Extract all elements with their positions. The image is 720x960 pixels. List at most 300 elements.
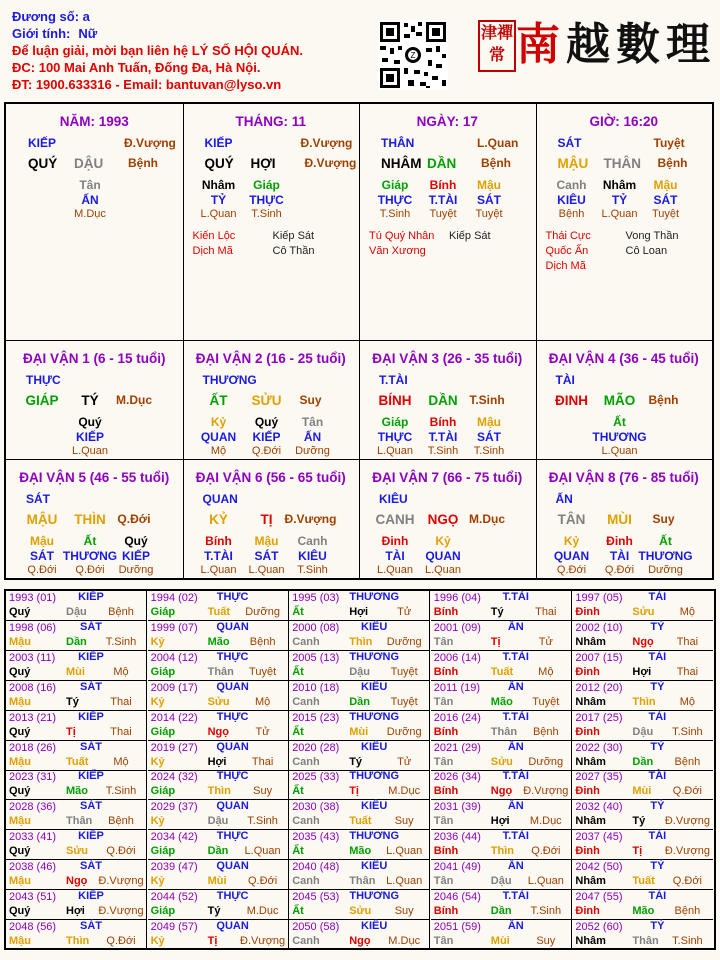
pillar-truong-sinh: Đ.Vượng — [124, 136, 176, 150]
year-can: Quý — [9, 845, 31, 858]
hidden-status: Dưỡng — [295, 445, 330, 457]
year-than: TỶ — [650, 860, 665, 873]
year-status: L.Quan — [527, 875, 564, 888]
hidden-can: Quý — [124, 534, 148, 548]
hidden-can: Bính — [429, 178, 457, 192]
year-label: 2018 (26) — [9, 741, 57, 754]
year-cell — [431, 711, 572, 741]
year-chi: Sửu — [632, 606, 655, 618]
year-label: 2002 (10) — [575, 621, 623, 634]
year-chi: Thân — [349, 875, 376, 888]
year-status: Đ.Vượng — [98, 905, 144, 917]
year-label: 2048 (56) — [9, 920, 57, 933]
year-label: 2047 (55) — [575, 891, 623, 903]
year-cell — [6, 591, 147, 621]
year-cell — [148, 591, 289, 621]
star-other: Cô Loan — [625, 245, 668, 257]
year-chi: Hợi — [632, 665, 652, 678]
dai-van-chi: SỬU — [251, 393, 282, 408]
hidden-than: TÀI — [609, 549, 630, 563]
year-can: Bính — [433, 785, 459, 798]
phone-email-line: ĐT: 1900.633316 - Email: bantuvan@lyso.vn — [12, 77, 282, 92]
dai-van-can: MẬU — [26, 512, 58, 527]
year-cell — [572, 830, 713, 860]
hidden-status: Tuyệt — [475, 208, 503, 220]
pillar-can: MẬU — [557, 156, 589, 171]
svg-text:Z: Z — [410, 51, 416, 60]
year-label: 2004 (12) — [150, 651, 198, 664]
year-status: M.Dục — [388, 934, 421, 947]
year-status: Đ.Vượng — [523, 785, 569, 798]
year-label: 2007 (15) — [575, 651, 623, 664]
year-status: Q.Đới — [106, 845, 136, 858]
year-status: T.Sinh — [672, 934, 703, 947]
hidden-status: T.Sinh — [473, 445, 505, 457]
hidden-than: ẤN — [81, 193, 99, 207]
dai-van-status: Đ.Vượng — [284, 512, 337, 526]
dai-van-status: Bệnh — [648, 393, 679, 407]
year-cell — [6, 860, 147, 890]
year-than: TỶ — [650, 919, 665, 932]
year-status: Q.Đới — [672, 875, 702, 888]
hidden-can: Kỷ — [210, 415, 227, 429]
hidden-status: T.Sinh — [297, 564, 328, 576]
year-than: TỶ — [650, 740, 665, 753]
year-cell — [6, 890, 147, 920]
pillar-title: NĂM: 1993 — [59, 114, 129, 129]
year-cell — [148, 890, 289, 920]
year-status: Mộ — [254, 695, 271, 708]
year-status: L.Quan — [244, 845, 281, 858]
year-status: T.Sinh — [105, 635, 137, 648]
year-label: 2025 (33) — [292, 771, 340, 784]
hidden-than: TỶ — [210, 193, 227, 207]
year-status: Đ.Vượng — [240, 934, 286, 947]
year-can: Canh — [292, 875, 320, 888]
year-can: Quý — [9, 665, 31, 678]
star-good: Thái Cực — [545, 230, 591, 242]
year-than: QUAN — [216, 740, 249, 753]
dai-van-2 — [183, 341, 360, 459]
pillar-chi-status: Bệnh — [128, 156, 158, 170]
year-chi: Mão — [66, 785, 88, 798]
year-chi: Tị — [632, 845, 643, 858]
year-than: ẤN — [507, 800, 524, 813]
year-cell — [148, 621, 289, 651]
year-cell — [572, 621, 713, 651]
year-cell — [148, 860, 289, 890]
pillar-chi-status: Bệnh — [481, 156, 511, 170]
year-cell — [6, 711, 147, 741]
year-can: Đinh — [575, 905, 600, 917]
hidden-than: KIẾP — [252, 430, 281, 444]
hidden-than: QUAN — [425, 549, 461, 563]
contact-line: Để luận giải, mời bạn liên hệ LÝ SỐ HỘI QUÁN. — [12, 43, 303, 58]
year-chi: Thìn — [490, 845, 515, 858]
year-chi: Dậu — [632, 725, 654, 738]
year-cell — [289, 681, 430, 711]
duong-so-value: a — [82, 9, 90, 24]
year-than: THỰC — [216, 710, 249, 723]
year-cell — [431, 621, 572, 651]
year-status: Tử — [397, 755, 412, 768]
year-label: 2026 (34) — [433, 771, 481, 784]
hidden-can: Mậu — [254, 534, 279, 548]
year-status: Tuyệt — [390, 665, 418, 678]
year-chi: Dậu — [66, 606, 87, 618]
year-status: Thai — [535, 606, 557, 618]
hidden-than: KIÊU — [298, 549, 327, 563]
dai-van-chi: TÝ — [81, 393, 99, 408]
year-chi: Tị — [66, 725, 76, 738]
year-chi: Hợi — [349, 606, 369, 618]
dai-van-can: KỶ — [209, 512, 228, 527]
year-can: Kỷ — [150, 635, 165, 648]
year-label: 2021 (29) — [433, 741, 481, 754]
year-can: Bính — [433, 905, 459, 917]
year-than: THỰC — [216, 591, 249, 603]
year-than: KIÊU — [361, 800, 388, 813]
year-can: Giáp — [150, 905, 176, 917]
year-cell — [431, 770, 572, 800]
year-can: Quý — [9, 905, 31, 917]
dai-van-chi: THÌN — [74, 512, 106, 527]
year-cell — [148, 681, 289, 711]
year-status: Thai — [676, 665, 699, 678]
year-than: KIÊU — [361, 740, 388, 753]
dai-van-title: ĐẠI VẬN 7 (66 - 75 tuổi) — [372, 470, 523, 485]
year-status: Q.Đới — [531, 845, 561, 858]
year-status: Bệnh — [532, 725, 559, 738]
year-status: Thai — [251, 755, 274, 768]
hidden-can: Ất — [83, 534, 97, 548]
year-label: 2040 (48) — [292, 861, 340, 874]
year-chi: Tuất — [66, 755, 89, 768]
year-chi: Tuất — [632, 875, 655, 888]
year-label: 2020 (28) — [292, 741, 340, 754]
year-label: 2028 (36) — [9, 801, 57, 814]
year-can: Kỷ — [150, 695, 165, 708]
hidden-than: SÁT — [477, 193, 501, 207]
year-cell — [431, 591, 572, 621]
year-label: 2005 (13) — [292, 651, 340, 664]
year-cell — [431, 830, 572, 860]
hidden-than: KIẾP — [75, 430, 105, 444]
year-than: QUAN — [216, 680, 249, 693]
dai-van-than: ẤN — [555, 492, 573, 506]
year-can: Tân — [433, 635, 454, 648]
pillar-chi-status: Đ.Vượng — [304, 156, 357, 170]
year-chi: Hợi — [66, 905, 85, 917]
year-status: T.Sinh — [247, 815, 278, 828]
year-cell — [431, 890, 572, 920]
dai-van-than: THƯƠNG — [202, 373, 257, 387]
year-cell — [148, 741, 289, 771]
star-good: Quốc Ấn — [545, 245, 589, 257]
year-cell — [289, 741, 430, 771]
hidden-can: Nhâm — [602, 178, 637, 192]
year-cell — [572, 741, 713, 771]
year-label: 2013 (21) — [9, 711, 57, 724]
year-status: Tử — [397, 606, 412, 618]
hidden-can: Canh — [297, 534, 328, 548]
year-than: SÁT — [80, 680, 102, 693]
year-status: Mộ — [113, 665, 129, 678]
year-than: T.TÀI — [502, 830, 529, 843]
year-cell — [6, 651, 147, 681]
year-cell — [289, 890, 430, 920]
pillar-title: THÁNG: 11 — [235, 114, 307, 129]
year-chi: Sửu — [490, 755, 513, 768]
year-than: TÀI — [648, 710, 667, 723]
dai-van-title: ĐẠI VẬN 6 (56 - 65 tuổi) — [195, 470, 346, 485]
hidden-than: SÁT — [477, 430, 501, 444]
year-chi: Dậu — [349, 665, 370, 678]
year-cell — [6, 681, 147, 711]
year-chi: Ngọ — [66, 875, 88, 888]
dai-van-4 — [536, 341, 713, 459]
year-can: Đinh — [575, 785, 600, 798]
year-chi: Tuất — [207, 606, 230, 618]
year-status: Q.Đới — [247, 875, 278, 888]
year-status: Thai — [676, 635, 699, 648]
year-cell — [289, 770, 430, 800]
hidden-can: Mậu — [30, 534, 54, 548]
year-can: Tân — [433, 875, 454, 888]
hidden-can: Giáp — [253, 178, 280, 192]
year-cell — [6, 770, 147, 800]
year-label: 2022 (30) — [575, 741, 623, 754]
year-status: Tuyệt — [390, 695, 418, 708]
dai-van-status: T.Sinh — [469, 393, 505, 407]
hidden-can: Kỷ — [435, 534, 451, 548]
year-chi: Mùi — [349, 725, 369, 738]
year-than: QUAN — [216, 800, 249, 813]
year-can: Nhâm — [575, 815, 606, 828]
dai-van-can: CANH — [375, 512, 415, 527]
hidden-than: QUAN — [553, 549, 590, 563]
year-label: 2043 (51) — [9, 891, 57, 903]
year-chi: Thìn — [66, 934, 90, 947]
year-chi: Hợi — [490, 815, 510, 828]
pillar-title: GIỜ: 16:20 — [589, 114, 659, 129]
year-label: 2000 (08) — [292, 621, 340, 634]
year-than: THƯƠNG — [349, 591, 400, 603]
year-status: Đ.Vượng — [664, 815, 710, 828]
year-label: 2049 (57) — [150, 920, 198, 933]
year-can: Kỷ — [150, 875, 165, 888]
hidden-status: L.Quan — [248, 564, 285, 576]
hidden-than: THƯƠNG — [592, 430, 647, 444]
dai-van-chi: NGỌ — [427, 512, 459, 527]
year-can: Canh — [292, 635, 320, 648]
hidden-status: T.Sinh — [251, 208, 282, 220]
dai-van-status: M.Dục — [116, 393, 152, 407]
year-than: THƯƠNG — [349, 650, 400, 663]
year-chi: Tý — [632, 815, 646, 828]
year-label: 2037 (45) — [575, 831, 623, 844]
pillar-chi: DẦN — [427, 156, 457, 171]
pillars-grid — [4, 102, 714, 580]
year-can: Đinh — [575, 665, 600, 678]
year-cell — [148, 800, 289, 830]
year-can: Nhâm — [575, 695, 606, 708]
pillar-can: QUÝ — [28, 156, 58, 171]
hidden-status: Q.Đới — [27, 564, 57, 576]
dai-van-status: Q.Đới — [117, 512, 151, 526]
year-label: 2012 (20) — [575, 681, 623, 694]
hidden-status: Dưỡng — [118, 564, 154, 576]
hidden-than: T.TÀI — [428, 193, 458, 207]
year-than: ẤN — [507, 620, 524, 633]
year-can: Giáp — [150, 606, 176, 618]
year-than: KIẾP — [78, 710, 104, 723]
year-status: Bệnh — [674, 905, 701, 917]
hidden-than: ẤN — [303, 430, 322, 444]
year-status: Đ.Vượng — [98, 875, 144, 888]
hidden-status: L.Quan — [376, 445, 414, 457]
hidden-can: Đinh — [381, 534, 409, 548]
year-cell — [289, 711, 430, 741]
year-than: TÀI — [648, 830, 667, 843]
year-status: M.Dục — [246, 905, 279, 917]
year-can: Giáp — [150, 845, 176, 858]
year-than: TỶ — [650, 800, 665, 813]
year-chi: Tuất — [349, 815, 372, 828]
dai-van-8 — [536, 460, 713, 578]
year-chi: Sửu — [349, 905, 372, 917]
year-chi: Tị — [349, 785, 359, 798]
star-other: Cô Thần — [272, 245, 315, 257]
year-than: T.TÀI — [502, 890, 529, 902]
year-can: Ất — [292, 665, 304, 678]
pillar-than: KIẾP — [28, 136, 57, 150]
year-than: T.TÀI — [502, 710, 529, 723]
hidden-status: Q.Đới — [604, 564, 635, 576]
year-status: Suy — [394, 905, 414, 917]
hidden-can: Mậu — [653, 178, 678, 192]
hidden-can: Mậu — [477, 415, 501, 429]
year-chi: Dậu — [207, 815, 229, 828]
year-label: 2009 (17) — [150, 681, 198, 694]
year-cell — [431, 651, 572, 681]
year-chi: Dần — [349, 695, 370, 708]
hidden-than: THỰC — [377, 430, 413, 444]
star-other: Kiếp Sát — [449, 230, 491, 242]
year-than: SÁT — [80, 620, 102, 633]
year-than: TÀI — [648, 650, 667, 663]
hidden-can: Kỷ — [563, 534, 580, 548]
year-chi: Dậu — [490, 875, 512, 888]
year-status: Bệnh — [108, 606, 134, 618]
year-status: Mộ — [679, 606, 696, 618]
year-can: Canh — [292, 695, 320, 708]
year-status: Dưỡng — [386, 635, 422, 648]
year-than: TÀI — [648, 591, 667, 603]
year-chi: Tý — [66, 695, 79, 708]
year-can: Kỷ — [150, 934, 165, 947]
year-label: 2008 (16) — [9, 681, 57, 694]
year-than: KIÊU — [361, 860, 388, 873]
year-can: Mậu — [9, 635, 31, 648]
hidden-status: M.Dục — [74, 208, 106, 220]
year-chi: Thân — [207, 665, 234, 678]
year-cell — [148, 920, 289, 950]
year-label: 2001 (09) — [433, 621, 481, 634]
year-cell — [289, 800, 430, 830]
year-than: T.TÀI — [502, 591, 529, 603]
year-chi: Mão — [349, 845, 372, 858]
duong-so-label: Đương số: — [12, 9, 80, 24]
year-label: 2051 (59) — [433, 920, 481, 933]
year-can: Mậu — [9, 755, 31, 768]
year-cell — [572, 890, 713, 920]
hidden-can: Nhâm — [201, 178, 236, 192]
dai-van-chi: TỊ — [260, 512, 273, 527]
year-than: TÀI — [648, 770, 667, 783]
year-chi: Hợi — [207, 755, 227, 768]
year-status: Q.Đới — [672, 785, 702, 798]
year-label: 2042 (50) — [575, 861, 623, 874]
year-cell — [431, 920, 572, 950]
year-label: 2050 (58) — [292, 920, 340, 933]
hidden-than: TỶ — [611, 193, 628, 207]
hidden-status: T.Sinh — [379, 208, 411, 220]
year-label: 1998 (06) — [9, 621, 57, 634]
year-label: 2014 (22) — [150, 711, 198, 724]
year-than: THƯƠNG — [349, 890, 400, 902]
year-than: SÁT — [80, 800, 102, 813]
dai-van-than: QUAN — [202, 492, 238, 506]
year-can: Canh — [292, 815, 320, 828]
year-chi: Dần — [66, 635, 87, 648]
dai-van-than: T.TÀI — [379, 373, 408, 387]
year-label: 1995 (03) — [292, 592, 340, 604]
hidden-status: T.Sinh — [427, 445, 459, 457]
year-chi: Thân — [490, 725, 518, 738]
year-chi: Mùi — [632, 785, 652, 798]
pillar-title: NGÀY: 17 — [416, 114, 478, 129]
year-chi: Mão — [632, 905, 655, 917]
year-status: Bệnh — [249, 635, 276, 648]
year-chi: Thìn — [632, 695, 656, 708]
year-can: Nhâm — [575, 875, 606, 888]
year-can: Mậu — [9, 875, 31, 888]
year-can: Quý — [9, 606, 31, 618]
hidden-can: Bính — [205, 534, 232, 548]
dai-van-title: ĐẠI VẬN 8 (76 - 85 tuổi) — [548, 470, 699, 485]
year-than: ẤN — [507, 919, 524, 932]
year-cell — [289, 591, 430, 621]
dai-van-status: Suy — [299, 393, 322, 407]
pillar-chi-status: Bệnh — [657, 156, 688, 170]
year-label: 2023 (31) — [9, 771, 57, 784]
year-chi: Mão — [490, 695, 513, 708]
year-than: SÁT — [80, 860, 102, 873]
year-chi: Tý — [349, 755, 363, 768]
year-chi: Tị — [490, 635, 501, 648]
year-label: 1994 (02) — [150, 592, 198, 604]
dai-van-chi: MÃO — [603, 393, 636, 408]
hidden-status: Q.Đới — [251, 445, 282, 457]
year-label: 2036 (44) — [433, 831, 481, 844]
year-can: Bính — [433, 725, 459, 738]
year-than: THƯƠNG — [349, 710, 400, 723]
year-label: 1999 (07) — [150, 621, 198, 634]
year-than: ẤN — [507, 680, 524, 693]
year-status: Tử — [538, 635, 553, 648]
dai-van-title: ĐẠI VẬN 2 (16 - 25 tuổi) — [195, 351, 346, 366]
